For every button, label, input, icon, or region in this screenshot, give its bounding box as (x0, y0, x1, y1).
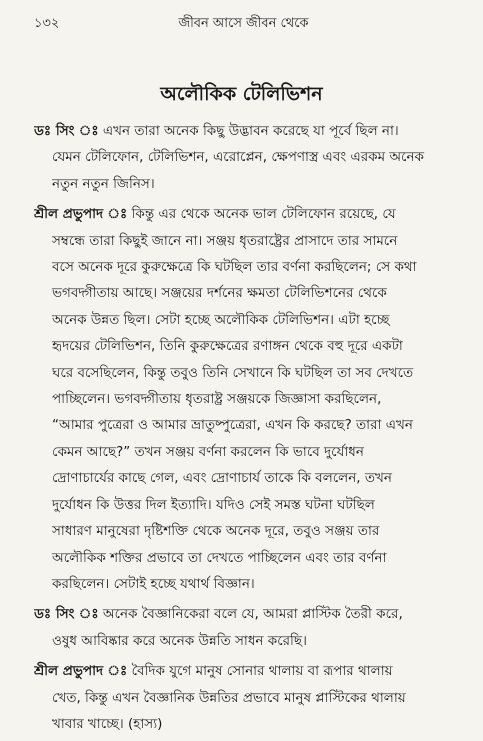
speaker-separator: ঃ (78, 123, 99, 139)
text-line: ভগবদ্গীতায় আছে। সঞ্জয়ের দর্শনের ক্ষমতা টেলিভিশনের থেকে (52, 285, 387, 302)
line-text: অনেক বৈজ্ঞানিকেরা বলে যে, আমরা প্লাস্টিক তৈরী করে, (102, 606, 403, 623)
text-line: দুর্যোধন কি উত্তর দিল ইত্যাদি। যদিও সেই সমস্ত ঘটনা ঘটছিল (52, 496, 375, 513)
page-number: ১৩২ (34, 16, 60, 31)
speaker-separator: ঃ (78, 606, 99, 623)
text-line: খাবার খাচ্ছে। (হাস্য) (52, 715, 163, 732)
text-line: অনেক উন্নত ছিল। সেটা হচ্ছে অলৌকিক টেলিভিশন। এটা হচ্ছে (52, 311, 390, 328)
text-line: “আমার পুত্রেরা ও আমার ভ্রাতুষ্পুত্রেরা, এখন কি করছে? তারা এখন (52, 417, 413, 434)
dialogue-paragraph (34, 601, 453, 654)
text-line: দ্রোণাচার্যের কাছে গেল, এবং দ্রোণাচার্য তাকে কি বললেন, তখন (52, 470, 392, 487)
speaker-separator: ঃ (107, 663, 128, 680)
dialogue-paragraph (34, 118, 453, 197)
dialogue-paragraph (34, 201, 453, 597)
line-text: এখন তারা অনেক কিছু উদ্ভাবন করেছে যা পূর্বে ছিল না। (102, 123, 399, 139)
dialogue-paragraph (34, 658, 453, 737)
text-line: সাধারণ মানুষেরা দৃষ্টিশক্তি থেকে অনেক দূরে, তবুও সঞ্জয় তার (52, 523, 380, 540)
line-text: বৈদিক যুগে মানুষ সোনার থালায় বা রূপার থালায় (131, 663, 393, 680)
text-line (34, 118, 453, 144)
speaker-name: ডঃ সিং (34, 123, 75, 139)
text-line: করছিলেন। সেটাই হচ্ছে যথার্থ বিজ্ঞান। (52, 575, 255, 592)
text-line: ওষুধ আবিষ্কার করে অনেক উন্নতি সাধন করেছি। (52, 632, 307, 649)
text-line: হৃদয়ের টেলিভিশন, তিনি কুরুক্ষেত্রের রণাঙ্গন থেকে বহু দূরে একটা (52, 338, 403, 355)
book-title: জীবন আসে জীবন থেকে (178, 16, 309, 31)
speaker-name: শ্রীল প্রভুপাদ (34, 663, 104, 680)
running-head (34, 14, 453, 36)
text-line (34, 601, 453, 627)
chapter-title: অলৌকিক টেলিভিশন (160, 83, 323, 105)
text-line: যেমন টেলিফোন, টেলিভিশন, এরোপ্লেন, ক্ষেপণাস্ত্র এবং এরকম অনেক (52, 149, 424, 166)
text-line: বসে অনেক দূরে কুরুক্ষেত্রে কি ঘটছিল তার বর্ণনা করছিলেন; সে কথা (52, 259, 417, 276)
text-line: নতুন নতুন জিনিস। (52, 175, 155, 192)
text-line (34, 658, 453, 684)
text-line: সম্বন্ধে তারা কিছুই জানে না। সঞ্জয় ধৃতরাষ্ট্রের প্রাসাদে তার সামনে (52, 232, 398, 249)
speaker-separator: ঃ (107, 206, 128, 223)
dialogue-body (34, 118, 453, 741)
text-line (34, 201, 453, 227)
text-line: ঘরে বসেছিলেন, কিন্তু তবুও তিনি সেখানে কি ঘটছিল তা সব দেখতে (52, 364, 414, 381)
text-line: কেমন আছে?” তখন সঞ্জয় বর্ণনা করলেন কি ভাবে দুর্যোধন (52, 443, 364, 460)
text-line: খেত, কিন্তু এখন বৈজ্ঞানিক উন্নতির প্রভাবে মানুষ প্লাস্টিকের থালায় (52, 689, 406, 706)
speaker-name: শ্রীল প্রভুপাদ (34, 206, 104, 223)
text-line: অলৌকিক শক্তির প্রভাবে তা দেখতে পাচ্ছিলেন এবং তার বর্ণনা (52, 549, 387, 566)
line-text: কিন্তু এর থেকে অনেক ভাল টেলিফোন রয়েছে, যে (131, 206, 396, 223)
text-line: পাচ্ছিলেন। ভগবদ্গীতায় ধৃতরাষ্ট্র সঞ্জয়কে জিজ্ঞাসা করছিলেন, (52, 391, 382, 408)
speaker-name: ডঃ সিং (34, 606, 75, 623)
